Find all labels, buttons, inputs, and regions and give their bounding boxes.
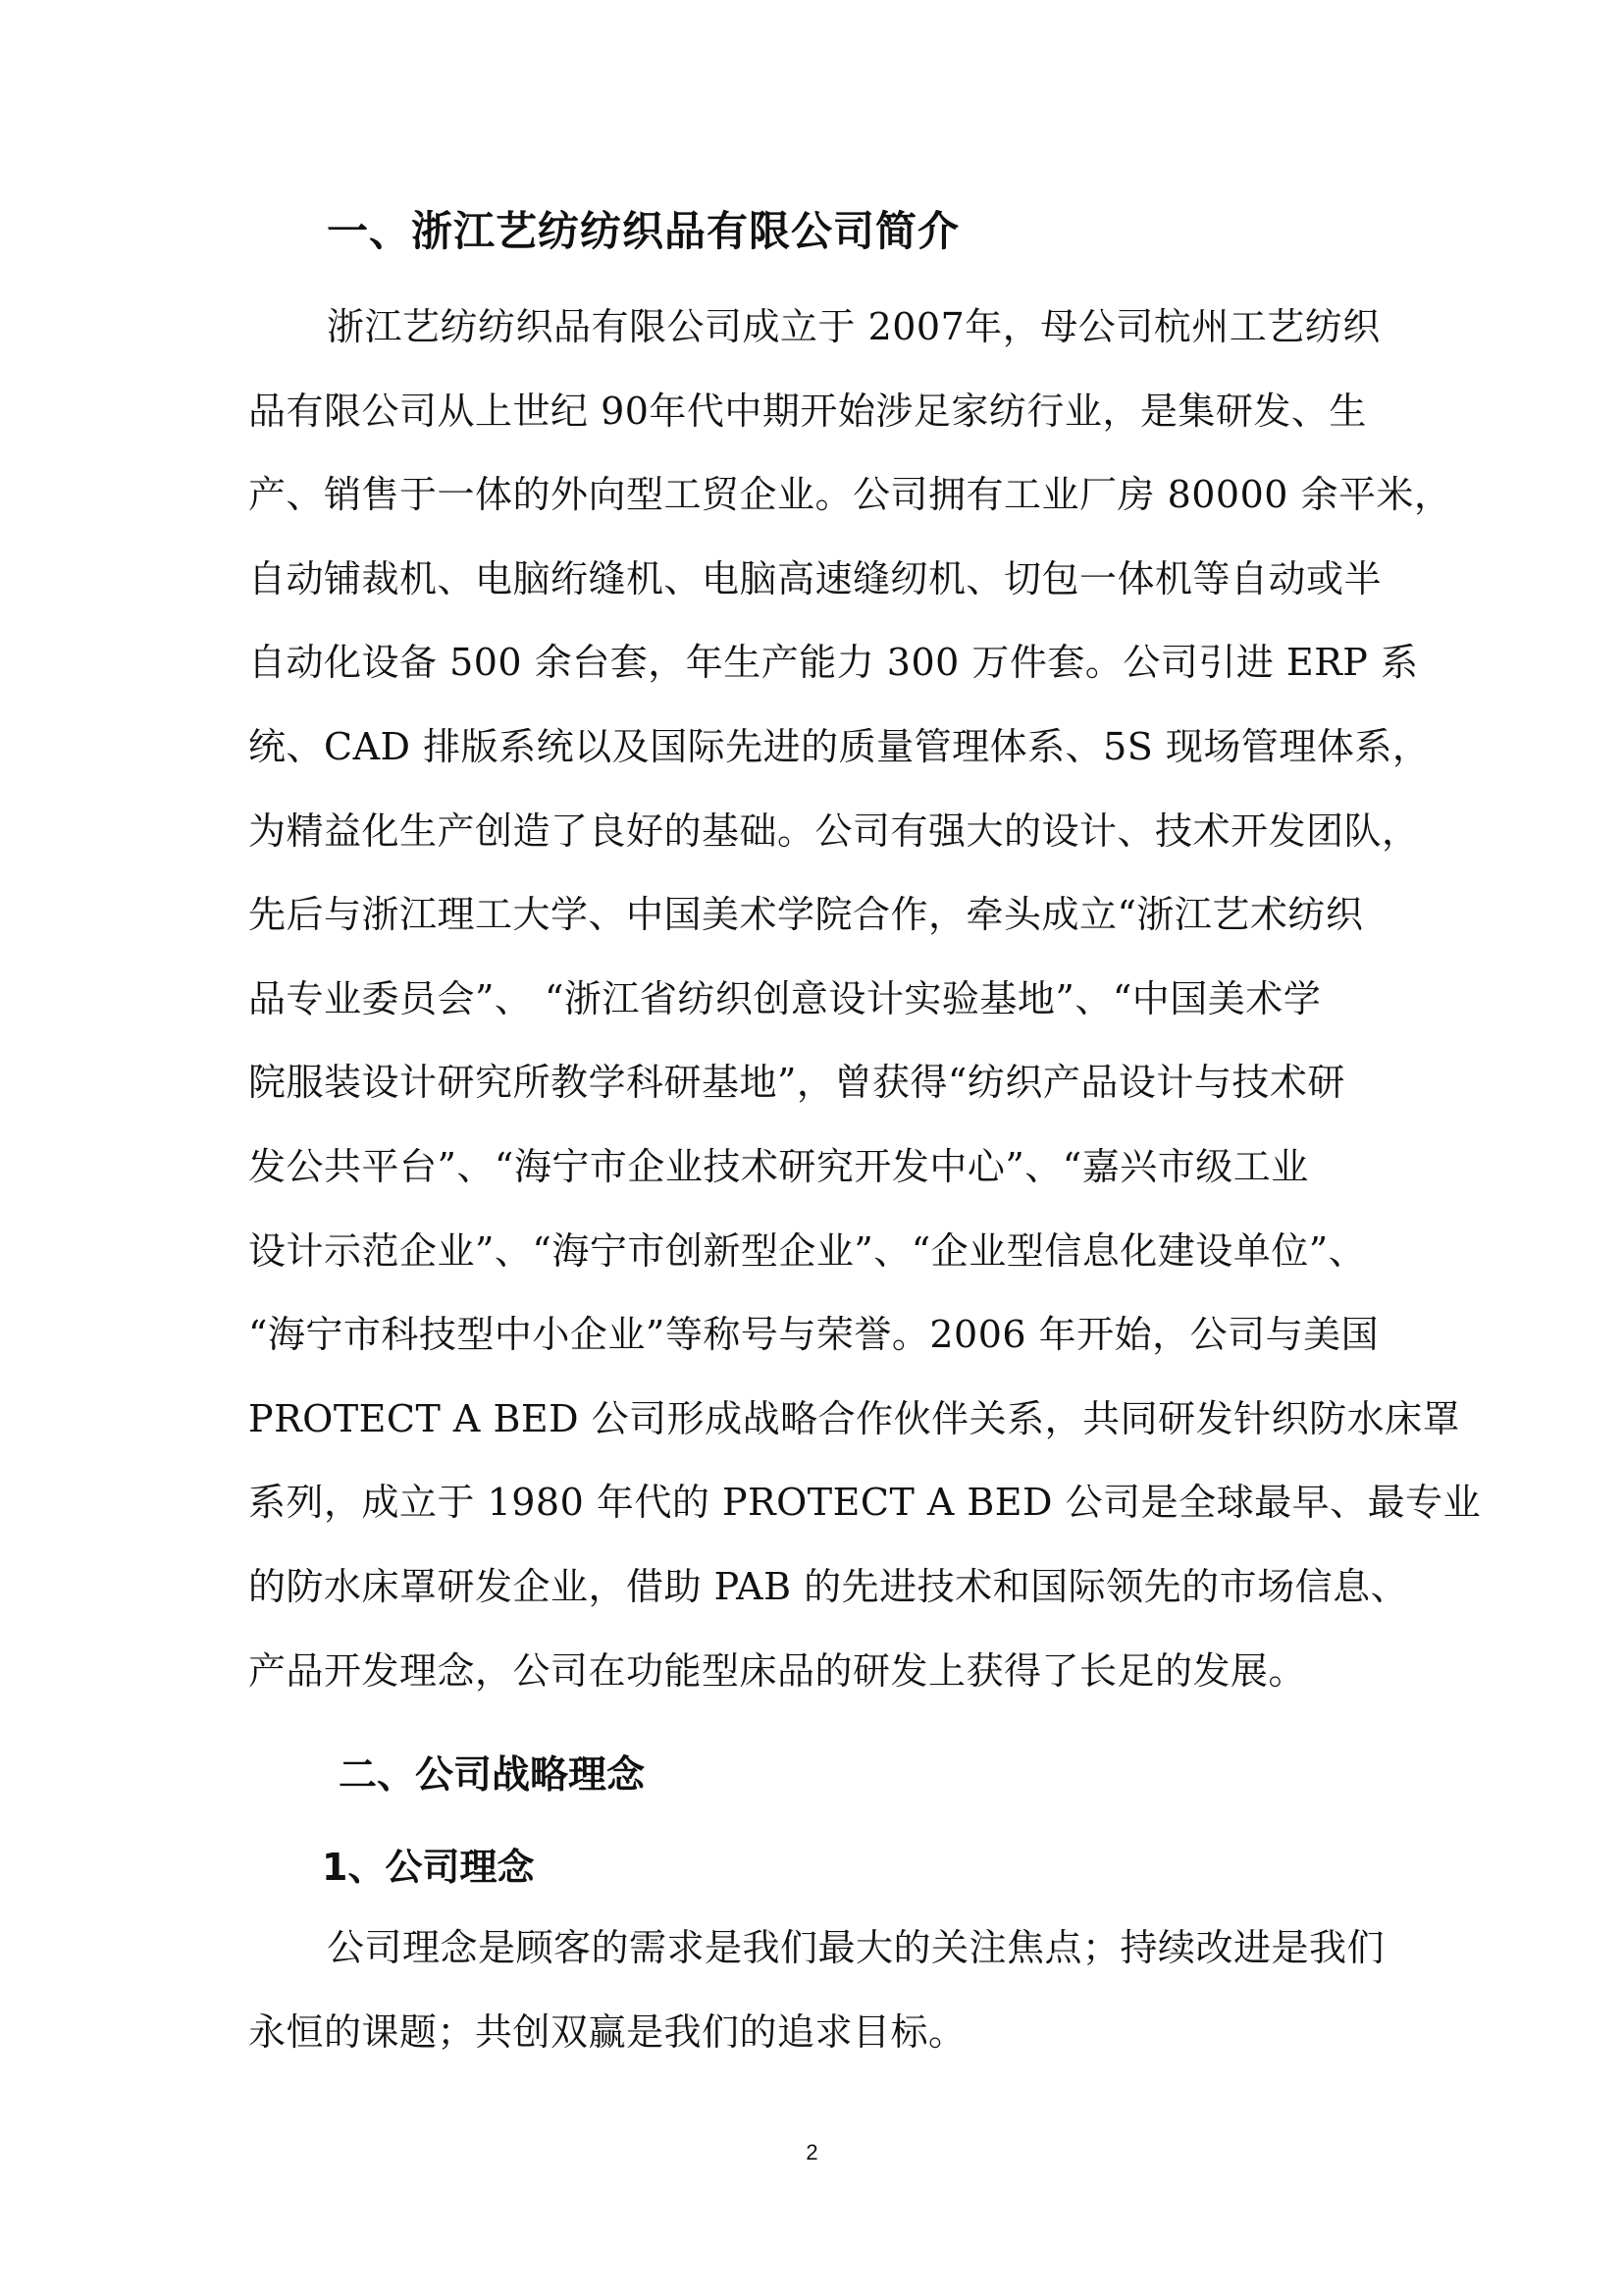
body-line: 先后与浙江理工大学、中国美术学院合作，牵头成立“浙江艺术纺织 [248,893,1364,937]
section-1-body [248,299,1482,1727]
body-line: 品专业委员会”、 “浙江省纺织创意设计实验基地”、“中国美术学 [248,976,1322,1020]
body-line: “海宁市科技型中小企业”等称号与荣誉。2006 年开始，公司与美国 [248,1313,1380,1357]
body-line: 发公共平台”、“海宁市企业技术研究开发中心”、“嘉兴市级工业 [248,1144,1309,1188]
body-line: 为精益化生产创造了良好的基础。公司有强大的设计、技术开发团队， [248,808,1420,853]
body-line: 设计示范企业”、“海宁市创新型企业”、“企业型信息化建设单位”、 [248,1228,1367,1273]
body-line: 产品开发理念，公司在功能型床品的研发上获得了长足的发展。 [248,1648,1307,1693]
body-line: 自动铺裁机、电脑绗缝机、电脑高速缝纫机、切包一体机等自动或半 [248,556,1383,600]
body-line: 自动化设备 500 余台套，年生产能力 300 万件套。公司引进 ERP 系 [248,641,1419,685]
page-number: 2 [806,2140,818,2165]
body-line: 浙江艺纺纺织品有限公司成立于 2007年，母公司杭州工艺纺织 [327,305,1381,348]
body-line: 永恒的课题；共创双赢是我们的追求目标。 [248,2009,967,2054]
body-line: 产、销售于一体的外向型工贸企业。公司拥有工业厂房 80000 余平米， [248,473,1452,517]
section-2-heading: 二、公司战略理念 [339,1753,646,1798]
body-line: 院服装设计研究所教学科研基地”，曾获得“纺织产品设计与技术研 [248,1061,1345,1105]
section-1-heading: 一、浙江艺纺纺织品有限公司简介 [327,207,961,255]
body-line: PROTECT A BED 公司形成战略合作伙伴关系，共同研发针织防水床罩 [248,1396,1461,1440]
body-line: 品有限公司从上世纪 90年代中期开始涉足家纺行业，是集研发、生 [248,389,1367,433]
body-line: 公司理念是顾客的需求是我们最大的关注焦点；持续改进是我们 [327,1926,1386,1969]
body-line: 统、CAD 排版系统以及国际先进的质量管理体系、5S 现场管理体系， [248,724,1431,768]
body-line: 系列，成立于 1980 年代的 PROTECT A BED 公司是全球最早、最专业 [248,1481,1482,1525]
body-line: 的防水床罩研发企业，借助 PAB 的先进技术和国际领先的市场信息、 [248,1564,1409,1608]
section-2-body [248,1920,1406,2088]
section-2-subheading: 1、公司理念 [322,1846,535,1889]
